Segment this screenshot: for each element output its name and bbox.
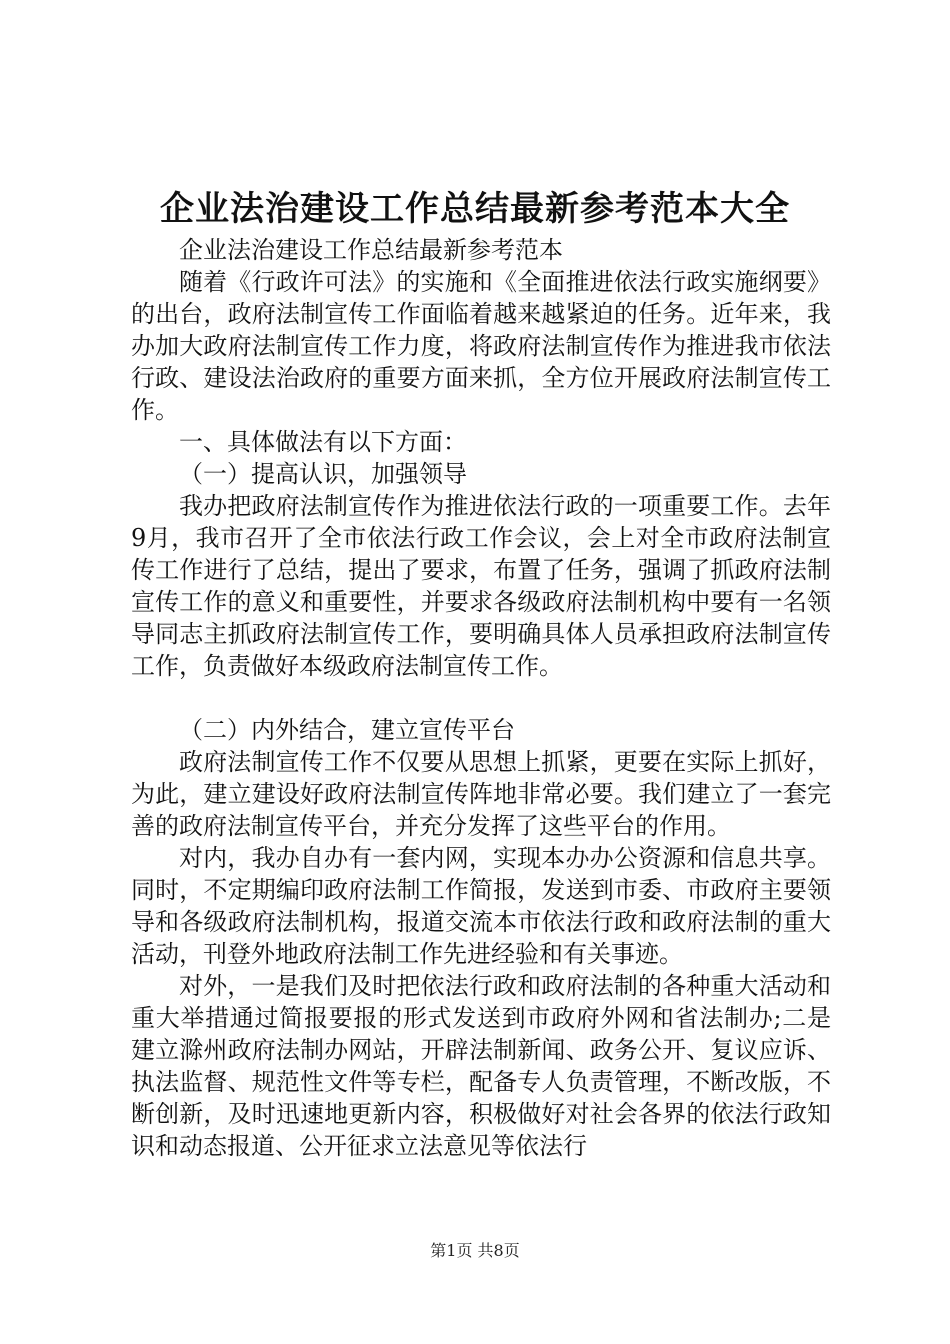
page-number: 第1页 共8页 bbox=[430, 1241, 520, 1260]
paragraph-subtitle: 企业法治建设工作总结最新参考范本 bbox=[179, 236, 563, 264]
paragraph-intro: 随着《行政许可法》的实施和《全面推进依法行政实施纲要》的出台，政府法制宣传工作面临着越来越紧迫的任务。近年来，我办加大政府法制宣传工作力度，将政府法制宣传作为推进我市依法行政、建设法治政府的重要方面来抓，全方位开展政府法制宣传工作。 bbox=[131, 268, 831, 424]
section-heading: 一、具体做法有以下方面： bbox=[179, 428, 467, 456]
subsection-heading-2: （二）内外结合，建立宣传平台 bbox=[179, 716, 515, 744]
document-body bbox=[131, 234, 831, 1162]
paragraph-body-4: 对外，一是我们及时把依法行政和政府法制的各种重大活动和重大举措通过简报要报的形式发送到市政府外网和省法制办;二是建立滁州政府法制办网站，开辟法制新闻、政务公开、复议应诉、执法监督、规范性文件等专栏，配备专人负责管理，不断改版，不断创新，及时迅速地更新内容，积极做好对社会各界的依法行政知识和动态报道、公开征求立法意见等依法行 bbox=[131, 972, 831, 1160]
paragraph-body-3: 对内，我办自办有一套内网，实现本办办公资源和信息共享。同时，不定期编印政府法制工作简报，发送到市委、市政府主要领导和各级政府法制机构，报道交流本市依法行政和政府法制的重大活动，刊登外地政府法制工作先进经验和有关事迹。 bbox=[131, 844, 831, 968]
paragraph-body-2: 政府法制宣传工作不仅要从思想上抓紧，更要在实际上抓好，为此，建立建设好政府法制宣传阵地非常必要。我们建立了一套完善的政府法制宣传平台，并充分发挥了这些平台的作用。 bbox=[131, 748, 831, 840]
document-title: 企业法治建设工作总结最新参考范本大全 bbox=[160, 189, 790, 229]
subsection-heading-1: （一）提高认识，加强领导 bbox=[179, 460, 467, 488]
paragraph-body-1: 我办把政府法制宣传作为推进依法行政的一项重要工作。去年9月，我市召开了全市依法行政工作会议，会上对全市政府法制宣传工作进行了总结，提出了要求，布置了任务，强调了抓政府法制宣传工作的意义和重要性，并要求各级政府法制机构中要有一名领导同志主抓政府法制宣传工作，要明确具体人员承担政府法制宣传工作，负责做好本级政府法制宣传工作。 bbox=[131, 492, 831, 680]
